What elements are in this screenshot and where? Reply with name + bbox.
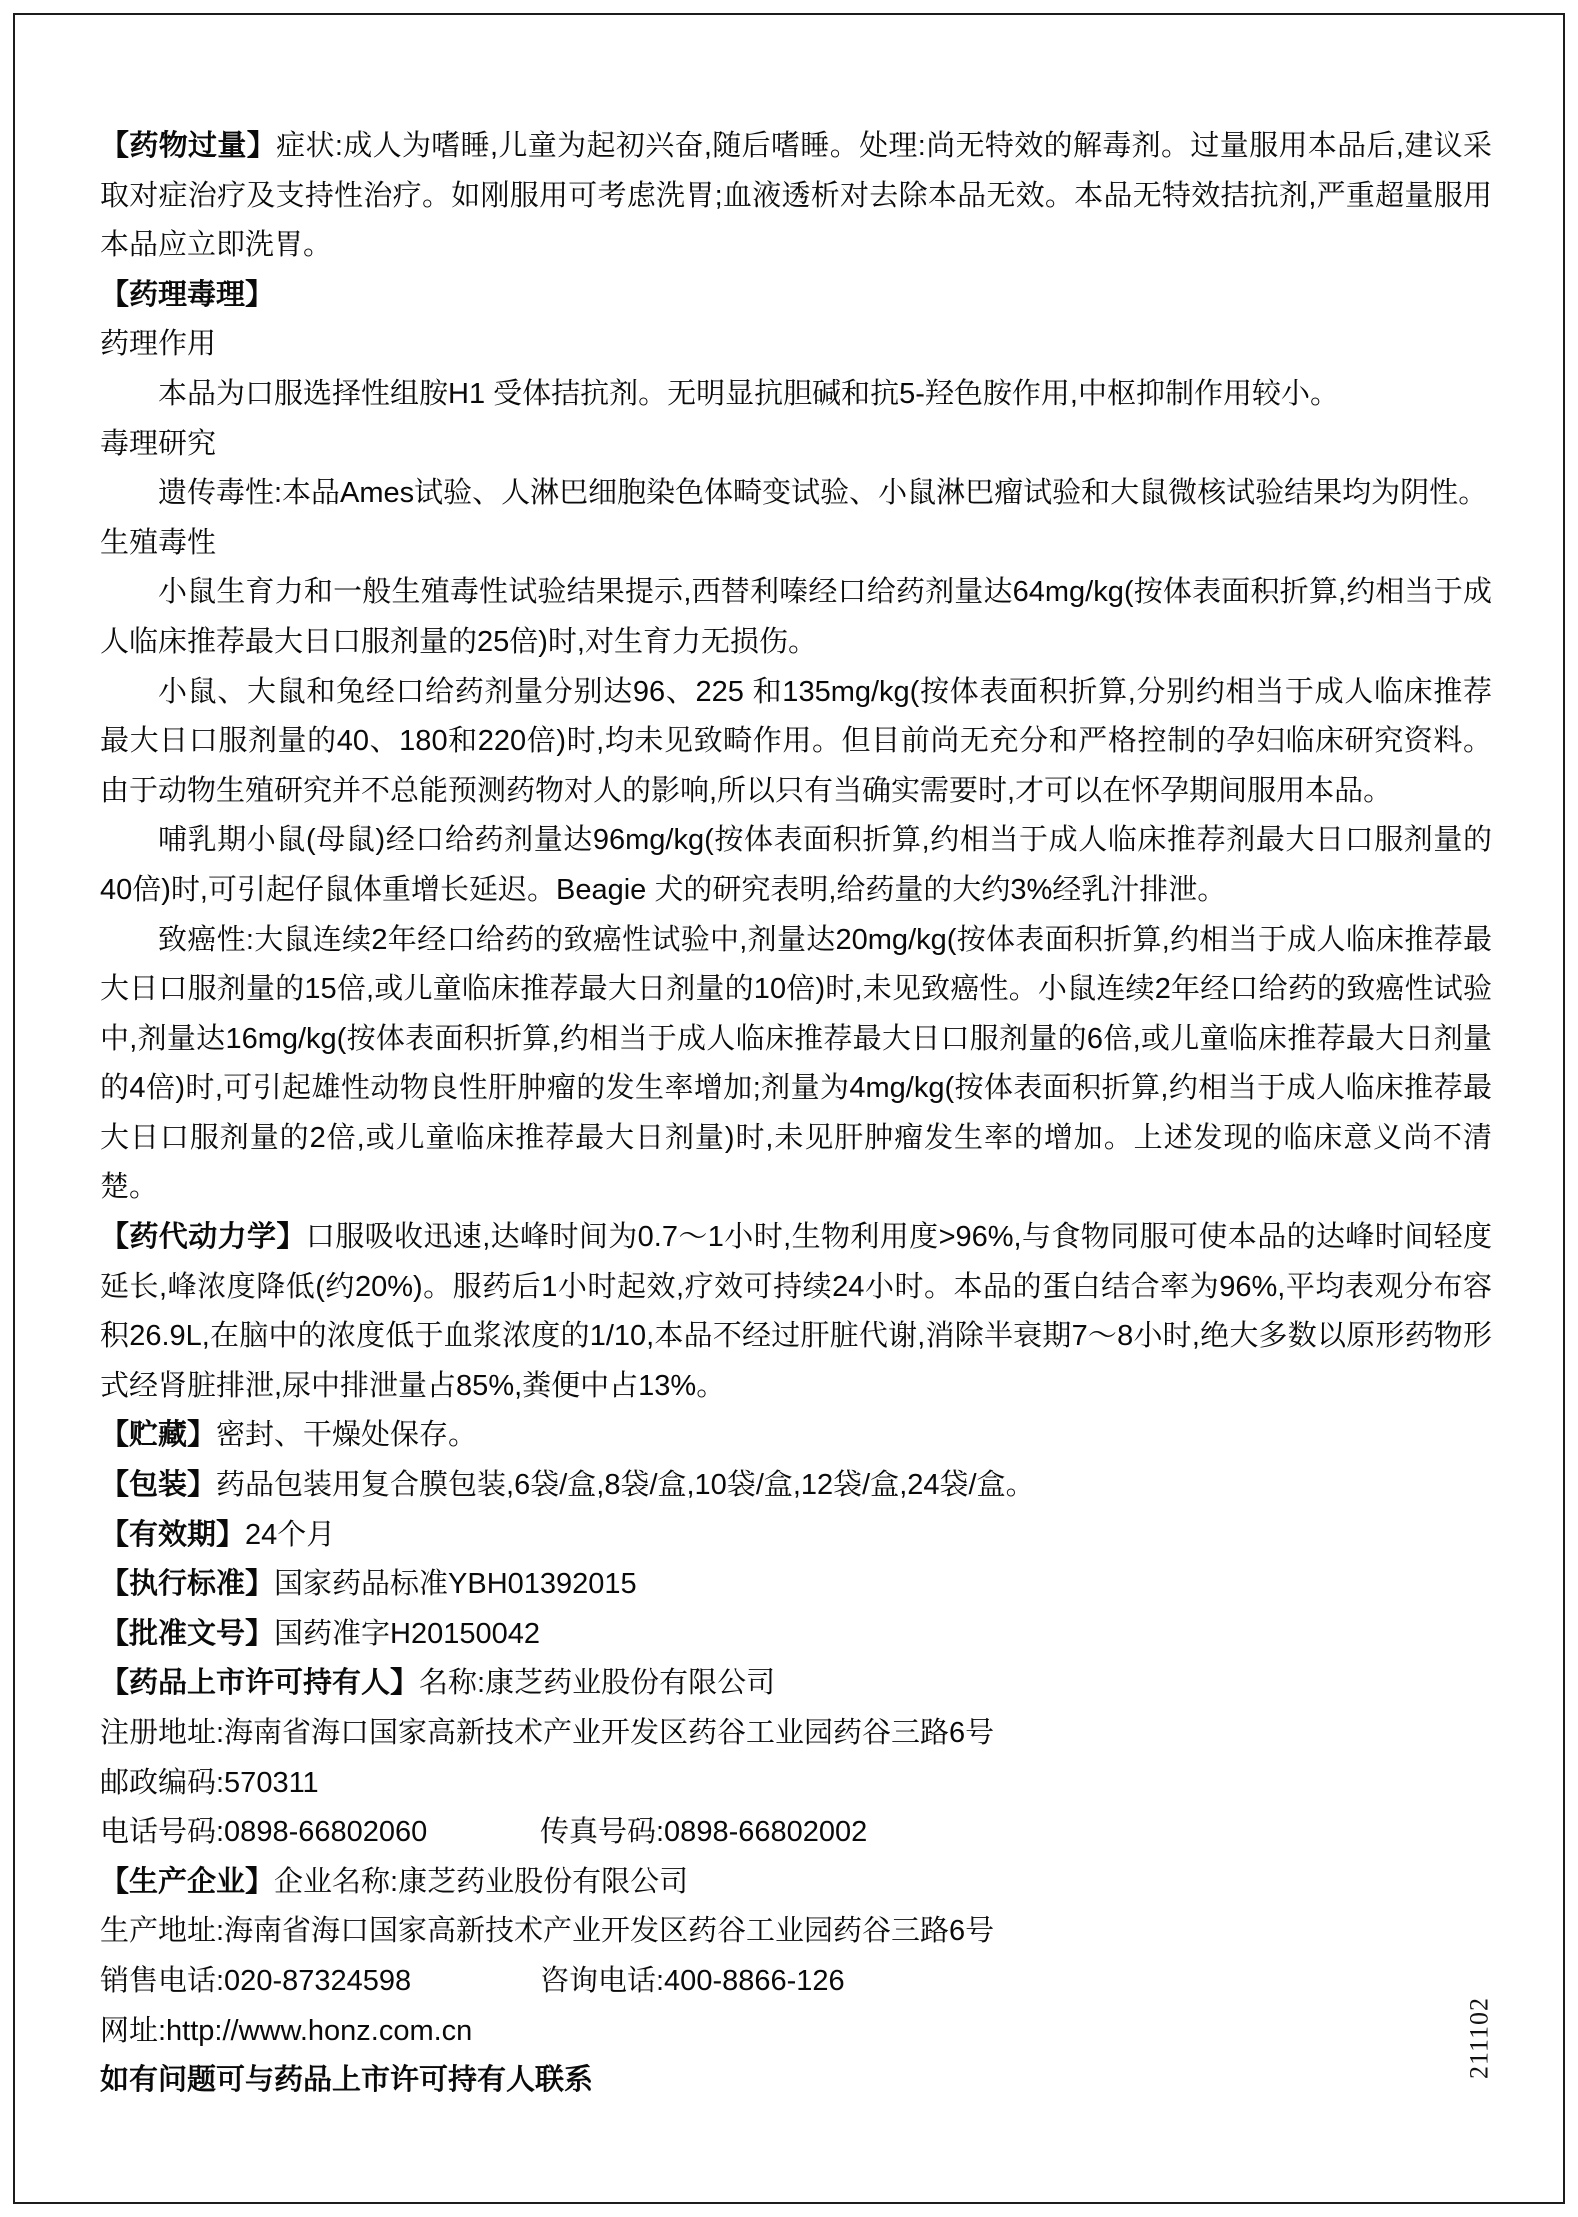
pharm-action-title: 药理作用 [100,328,217,361]
repro-paragraph-2: 小鼠、大鼠和兔经口给药剂量分别达96、225 和135mg/kg(按体表面积折算,分别约相当于成人临床推荐最大日口服剂量的40、180和220倍)时,均未见致畸作用。但目前尚无充分和严格控制的孕妇临床研究资料。由于动物生殖研究并不总能预测药物对人的影响,所以只有当确实需要时,才可以在怀孕期间服用本品。 [100,675,1492,807]
print-batch-code: 211102 [1464,1996,1494,2080]
registered-address-line: 注册地址:海南省海口国家高新技术产业开发区药谷工业园药谷三路6号 [100,1717,995,1749]
section-standard-label: 【执行标准】 [100,1568,275,1601]
tox-research-title: 毒理研究 [100,427,217,460]
section-validity [100,1511,1492,1561]
section-packaging [100,1461,1492,1511]
section-standard-text: 国家药品标准YBH01392015 [274,1568,637,1601]
section-validity-label: 【有效期】 [100,1518,246,1551]
section-pk-text: 口服吸收迅速,达峰时间为0.7～1小时,生物利用度>96%,与食物同服可使本品的达峰时间轻度延长,峰浓度降低(约20%)。服药后1小时起效,疗效可持续24小时。本品的蛋白结合率为96%,平均表观分布容积26.9L,在脑中的浓度低于血浆浓度的1/10,本品不经过肝脏代谢,消除半衰期7～8小时,绝大多数以原形药物形式经肾脏排泄,尿中排泄量占85%,粪便中占13%。 [100,1221,1492,1402]
fax-number: 传真号码:0898-66802002 [540,1816,868,1849]
section-holder-text: 名称:康芝药业股份有限公司 [419,1667,776,1700]
production-address-line: 生产地址:海南省海口国家高新技术产业开发区药谷工业园药谷三路6号 [100,1915,995,1948]
section-pharmtox-heading [100,271,1492,321]
postcode-line: 邮政编码:570311 [100,1766,319,1799]
repro-toxicity-title: 生殖毒性 [100,526,217,559]
section-approval-label: 【批准文号】 [100,1617,275,1650]
section-storage [100,1411,1492,1461]
section-storage-text: 密封、干燥处保存。 [216,1419,478,1452]
leaflet-text-block [100,122,1492,2106]
section-storage-label: 【贮藏】 [100,1419,217,1452]
website-line: 网址:http://www.honz.com.cn [100,2014,473,2047]
genetic-toxicity-text: 遗传毒性:本品Ames试验、人淋巴细胞染色体畸变试验、小鼠淋巴瘤试验和大鼠微核试验结果均为阴性。 [158,477,1488,510]
section-holder-label: 【药品上市许可持有人】 [100,1667,420,1700]
section-overdose-label: 【药物过量】 [100,130,277,162]
phone-fax-line [100,1808,1492,1858]
section-pk-label: 【药代动力学】 [100,1221,306,1254]
section-approval-number [100,1610,1492,1660]
carcinogenicity-paragraph: 致癌性:大鼠连续2年经口给药的致癌性试验中,剂量达20mg/kg(按体表面积折算,约相当于成人临床推荐最大日口服剂量的15倍,或儿童临床推荐最大日剂量的10倍)时,未见致癌性。小鼠连续2年经口给药的致癌性试验中,剂量达16mg/kg(按体表面积折算,约相当于成人临床推荐最大日口服剂量的6倍,或儿童临床推荐最大日剂量的4倍)时,可引起雄性动物良性肝肿瘤的发生率增加;剂量为4mg/kg(按体表面积折算,约相当于成人临床推荐最大日口服剂量的2倍,或儿童临床推荐最大日剂量)时,未见肝肿瘤发生率的增加。上述发现的临床意义尚不清楚。 [100,923,1492,1204]
section-manufacturer-text: 企业名称:康芝药业股份有限公司 [274,1865,689,1898]
section-license-holder [100,1659,1492,1709]
repro-paragraph-3: 哺乳期小鼠(母鼠)经口给药剂量达96mg/kg(按体表面积折算,约相当于成人临床推荐剂最大日口服剂量的40倍)时,可引起仔鼠体重增长延迟。Beagie 犬的研究表明,给药量的大约3%经乳汁排泄。 [100,824,1492,906]
consult-phone: 咨询电话:400-8866-126 [540,1964,845,1997]
sales-phone: 销售电话:020-87324598 [100,1964,412,1997]
section-overdose [100,122,1492,271]
phone-number: 电话号码:0898-66802060 [100,1816,428,1849]
section-manufacturer [100,1858,1492,1908]
pharm-action-text: 本品为口服选择性组胺H1 受体拮抗剂。无明显抗胆碱和抗5-羟色胺作用,中枢抑制作用较小。 [158,377,1339,410]
section-manufacturer-label: 【生产企业】 [100,1865,275,1898]
section-overdose-text: 症状:成人为嗜睡,儿童为起初兴奋,随后嗜睡。处理:尚无特效的解毒剂。过量服用本品后,建议采取对症治疗及支持性治疗。如刚服用可考虑洗胃;血液透析对去除本品无效。本品无特效拮抗剂,严重超量服用本品应立即洗胃。 [100,130,1492,262]
sales-consult-line [100,1957,1492,2007]
repro-paragraph-1: 小鼠生育力和一般生殖毒性试验结果提示,西替利嗪经口给药剂量达64mg/kg(按体表面积折算,约相当于成人临床推荐最大日口服剂量的25倍)时,对生育力无损伤。 [100,576,1492,658]
section-standard [100,1560,1492,1610]
section-pharmtox-label: 【药理毒理】 [100,278,275,311]
section-approval-text: 国药准字H20150042 [274,1617,540,1650]
section-pharmacokinetics [100,1213,1492,1411]
section-packaging-text: 药品包装用复合膜包装,6袋/盒,8袋/盒,10袋/盒,12袋/盒,24袋/盒。 [216,1469,1035,1502]
section-validity-text: 24个月 [245,1518,336,1551]
section-packaging-label: 【包装】 [100,1469,217,1502]
contact-note-line: 如有问题可与药品上市许可持有人联系 [100,2064,594,2097]
